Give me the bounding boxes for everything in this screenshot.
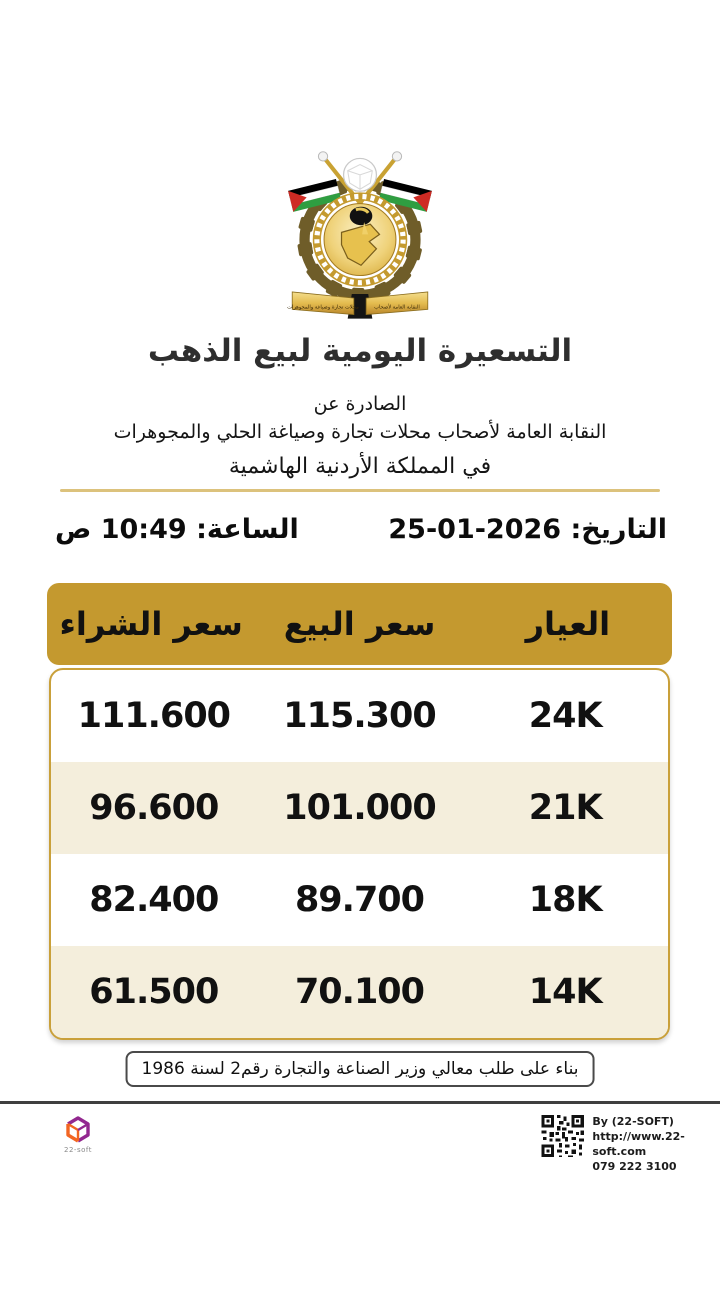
subtitle-issued-by: الصادرة عن (313, 393, 407, 415)
ministerial-note: بناء على طلب معالي وزير الصناعة والتجارة رقم2 لسنة 1986 (126, 1051, 595, 1087)
table-row-14k (51, 946, 668, 1038)
buy-price-value: 61.500 (89, 972, 219, 1012)
column-header-sell-price: سعر البيع (283, 605, 436, 643)
table-row-24k (51, 670, 668, 762)
sell-price-value: 101.000 (283, 788, 436, 828)
karat-value: 14K (528, 972, 602, 1012)
medallion-icon (317, 196, 403, 282)
diamond-orb-icon (344, 158, 377, 191)
maker-brand-text: 22-soft (64, 1146, 92, 1154)
qr-code-icon (540, 1110, 585, 1162)
datetime-row (55, 514, 667, 545)
cube-logo-icon (61, 1112, 95, 1146)
table-row-21k (51, 762, 668, 854)
buy-price-value: 96.600 (89, 788, 219, 828)
karat-value: 21K (528, 788, 602, 828)
time-label: الساعة: (196, 514, 299, 545)
banner-ribbon-icon (287, 292, 428, 319)
banner-left-text: محلات تجارة وصياغة والمجوهرات (287, 304, 359, 311)
date-label: التاريخ: (570, 514, 667, 545)
time-field (55, 514, 299, 545)
time-value: 10:49 ص (55, 514, 187, 545)
sell-price-value: 115.300 (283, 696, 436, 736)
syndicate-emblem-logo (278, 142, 442, 332)
buy-price-value: 111.600 (77, 696, 231, 736)
credit-by: By (22-SOFT) (592, 1115, 674, 1128)
column-header-buy-price: سعر الشراء (59, 605, 243, 643)
credit-url: http://www.22-soft.com (592, 1130, 685, 1158)
date-field (388, 514, 667, 545)
credit-phone: 079 222 3100 (592, 1160, 677, 1173)
gold-divider (60, 489, 660, 492)
credit-block (540, 1110, 720, 1174)
banner-right-text: النقابة العامة لأصحاب (374, 304, 420, 311)
footer-divider (0, 1101, 720, 1104)
subtitle-syndicate-name: النقابة العامة لأصحاب محلات تجارة وصياغة الحلي والمجوهرات (113, 421, 607, 443)
karat-value: 18K (528, 880, 602, 920)
buy-price-value: 82.400 (89, 880, 219, 920)
page-title: التسعيرة اليومية لبيع الذهب (147, 333, 573, 369)
sell-price-value: 89.700 (294, 880, 425, 920)
maker-logo (56, 1112, 100, 1154)
karat-value: 24K (528, 696, 602, 736)
price-table-header (47, 583, 672, 665)
table-row-18k (51, 854, 668, 946)
date-value: 25-01-2026 (388, 514, 562, 545)
column-header-karat: العيار (525, 605, 611, 643)
sell-price-value: 70.100 (294, 972, 425, 1012)
price-table-body (49, 668, 670, 1040)
subtitle-kingdom: في المملكة الأردنية الهاشمية (228, 454, 492, 479)
